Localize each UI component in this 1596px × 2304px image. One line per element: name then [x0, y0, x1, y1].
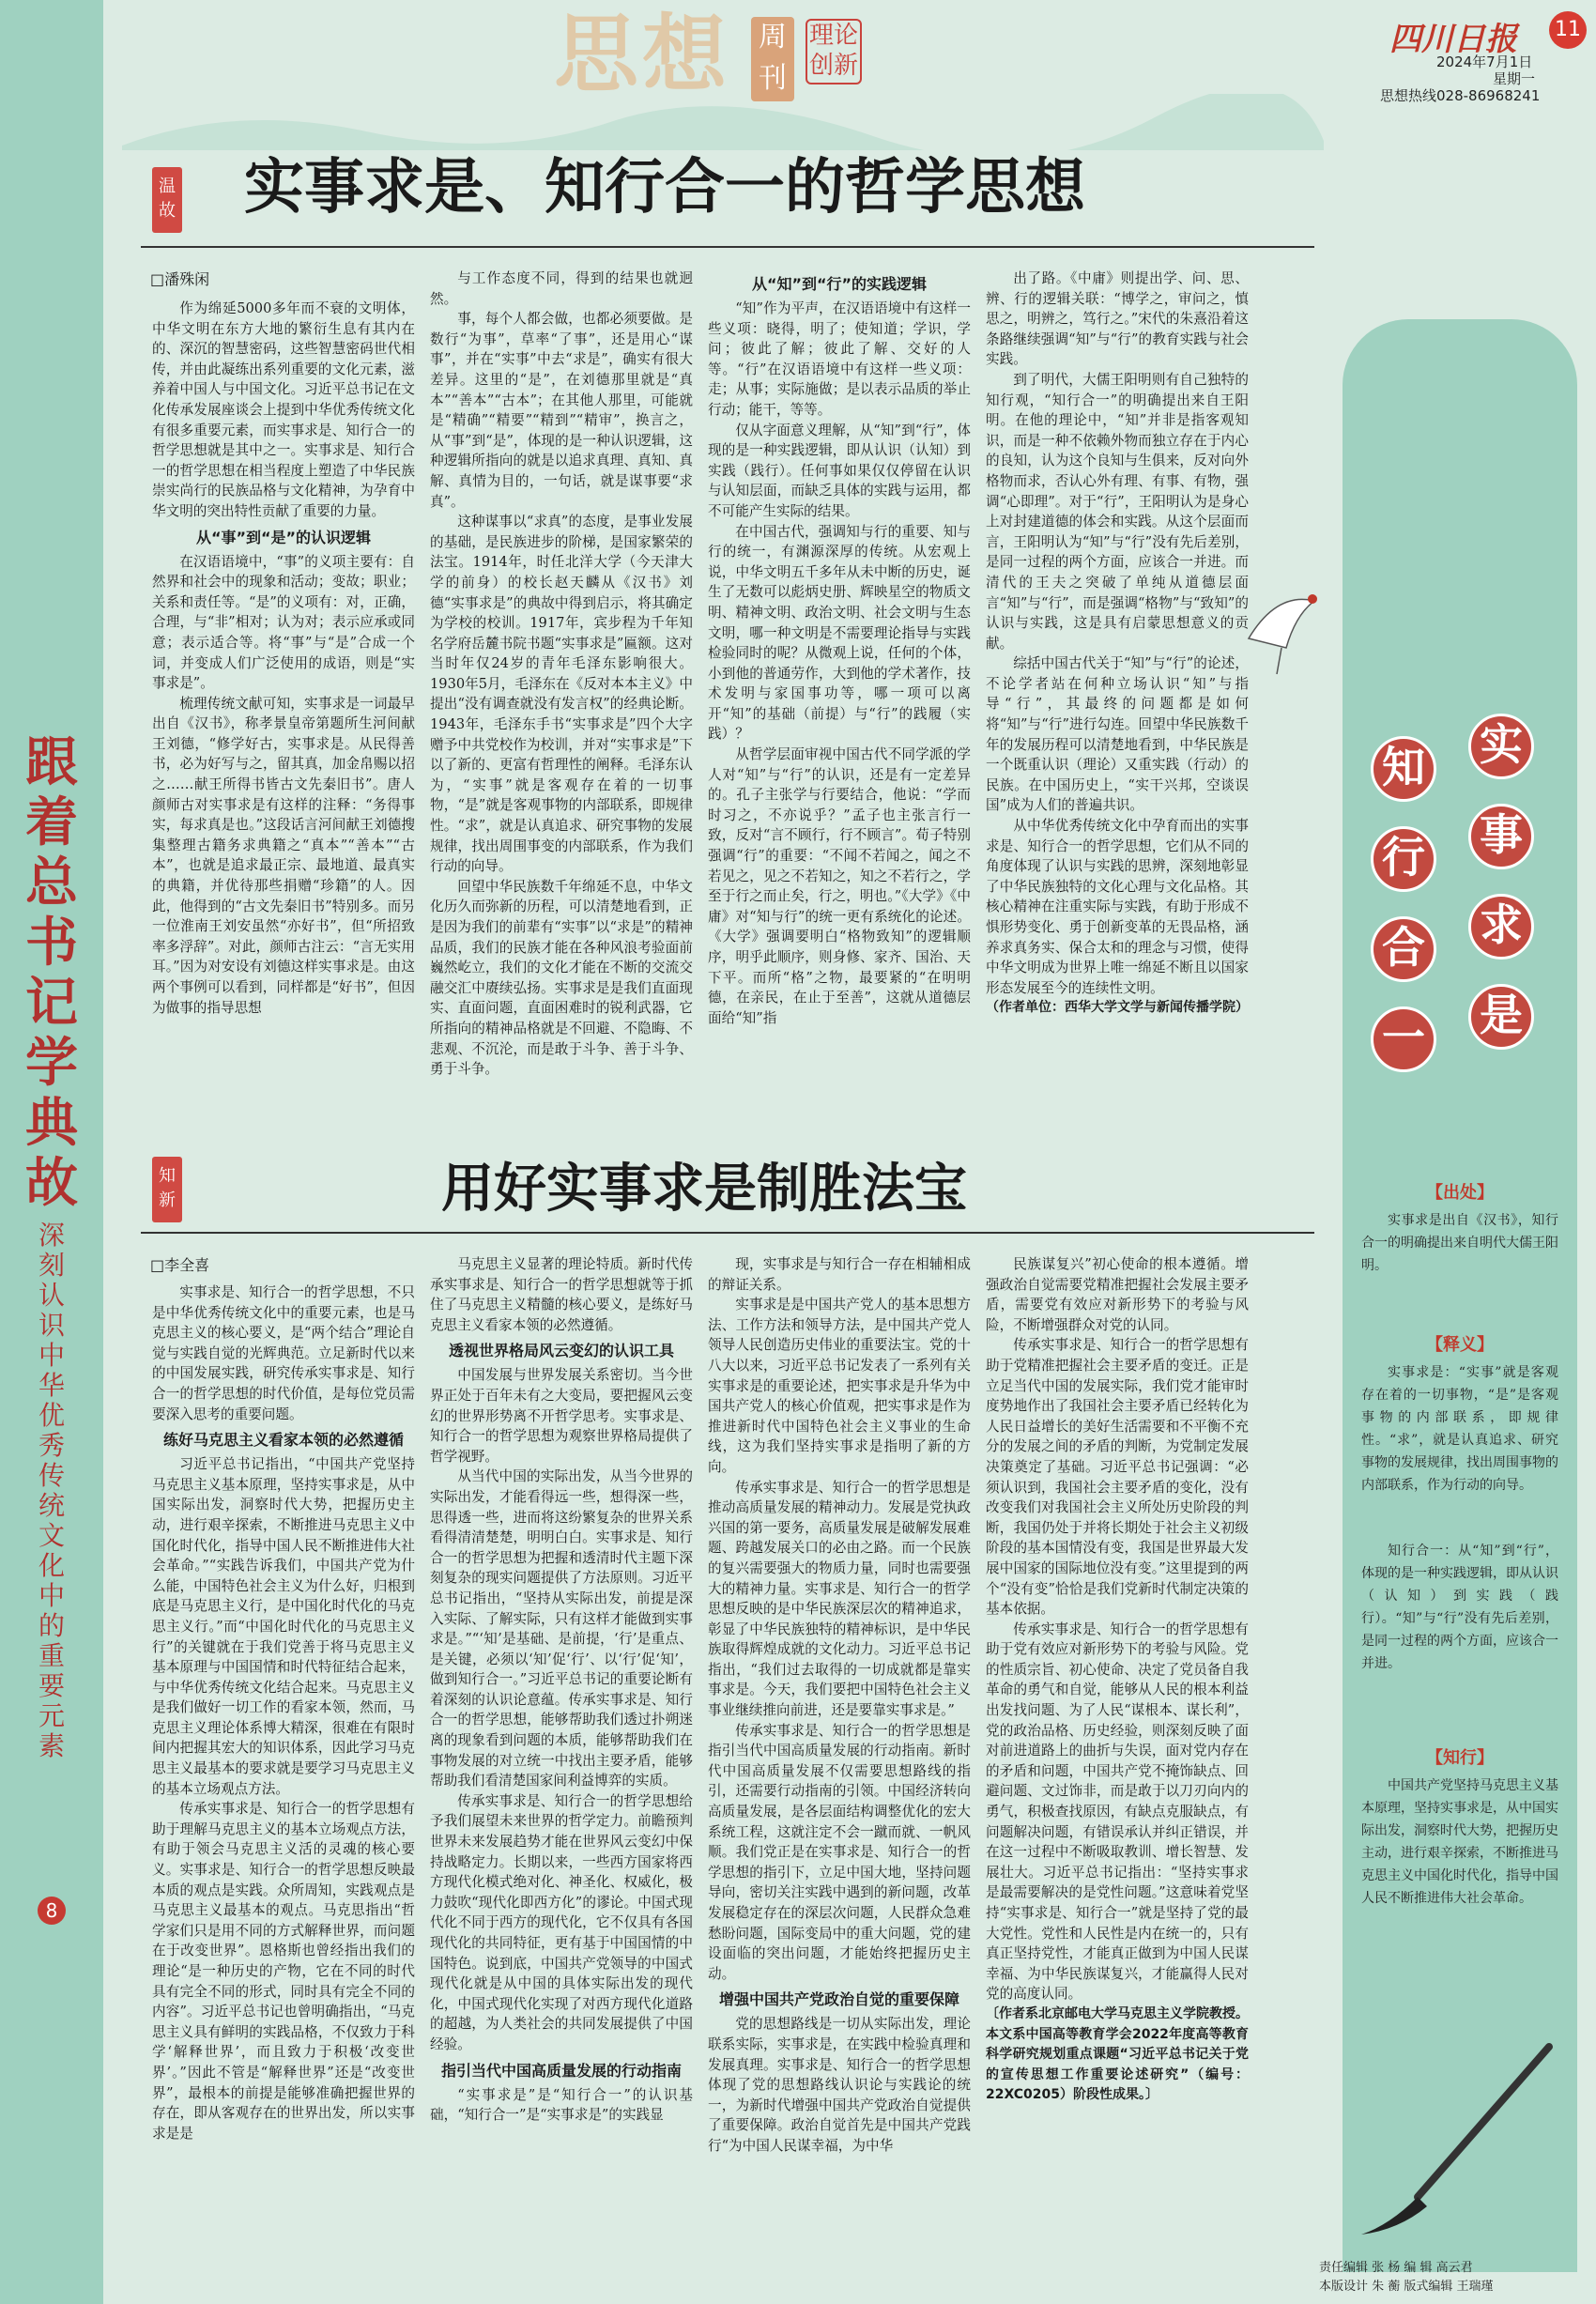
origin-text: 实事求是出自《汉书》，知行合一的明确提出来自明代大儒王阳明。	[1361, 1213, 1558, 1273]
paragraph: 出了路。《中庸》则提出学、问、思、辨、行的逻辑关联：“博学之，审问之，慎思之，明辨之，笃行之。”宋代的朱熹沿着这条路继续强调“知”与“行”的教育实践与社会实践。	[986, 270, 1249, 368]
section-heading: 从“知”到“行”的实践逻辑	[751, 275, 928, 293]
big-char: 事	[1468, 804, 1534, 869]
article1-column-4	[986, 269, 1249, 1115]
paragraph: 中国发展与世界发展关系密切。当今世界正处于百年未有之大变局，要把握风云变幻的世界形势离不开哲学思考。实事求是、知行合一的哲学思想为观察世界格局提供了哲学视野。	[430, 1367, 693, 1465]
series-number: 8	[38, 1897, 66, 1925]
article1-column-3	[708, 269, 971, 1115]
article2-title: 用好实事求是制胜法宝	[441, 1159, 967, 1220]
paragraph: 与工作态度不同，得到的结果也就迥然。	[430, 270, 693, 307]
paragraph: 党的思想路线是一切从实际出发，理论联系实际，实事求是，在实践中检验真理和发展真理。实事求是、知行合一的哲学思想体现了党的思想路线认识论与实践论的统一，为新时代增强中国共产党政治自觉提供了重要保障。政治自觉首先是中国共产党践行“为中国人民谋幸福，为中华	[708, 2016, 971, 2154]
origin-heading: 【出处】	[1426, 1183, 1494, 1203]
credits-line-1: 责任编辑 张 杨 编 辑 高云君	[1319, 2261, 1473, 2275]
article2-author: □李全喜	[150, 1256, 210, 1274]
article2-column-1	[152, 1283, 415, 2270]
paragraph: 习近平总书记指出，“中国共产党坚持马克思主义基本原理，坚持实事求是，从中国实际出发，洞察时代大势，把握历史主动，进行艰辛探索，不断推进马克思主义中国化时代化，指导中国人民不断推进伟大社会革命。”“实践告诉我们，中国共产党为什么能，中国特色社会主义为什么好，归根到底是马克思主义行，是中国化时代化的马克思主义行。”而“中国化时代化的马克思主义行”的关键就在于我们党善于将马克思主义基本原理与中国国情和时代特征结合起来，与中华优秀传统文化结合起来。马克思主义是我们做好一切工作的看家本领，然而，马克思主义理论体系博大精深，很难在有限时间内把握其宏大的知识体系，因此学习马克思主义最基本的要求就是要学习马克思主义的基本立场观点方法。	[152, 1456, 415, 1797]
page-number-badge: 11	[1549, 11, 1587, 49]
paragraph: 传承实事求是、知行合一的哲学思想给予我们展望未来世界的哲学定力。前瞻预判世界未来发展趋势才能在世界风云变幻中保持战略定力。长期以来，一些西方国家将西方现代化模式绝对化、神圣化、权威化，极力鼓吹“现代化即西方化”的谬论。中国式现代化不同于西方的现代化，它不仅具有各国现代化的共同特征，更有基于中国国情的中国特色。说到底，中国共产党领导的中国式现代化就是从中国的具体实际出发的现代化，中国式现代化实现了对西方现代化道路的超越，为人类社会的共同发展提供了中国经验。	[430, 1792, 693, 2052]
article2-column-3	[708, 1254, 971, 2270]
paragraph: 回望中华民族数千年绵延不息，中华文化历久而弥新的历程，可以清楚地看到，正是因为我们的前辈有“实事”以“求是”的精神品质，我们的民族才能在各种风浪考验面前巍然屹立，我们的文化才能在不断的交流交融交汇中赓续弘扬。实事求是是我们直面现实、直面问题，直面困难时的锐利武器，它所指向的精神品格就是不回避、不隐晦、不悲观、不沉沦，而是敢于斗争、善于斗争、勇于斗争。	[430, 878, 693, 1078]
paragraph: 传承实事求是、知行合一的哲学思想有助于党精准把握社会主要矛盾的变迁。正是立足当代中国的发展实际，我们党才能审时度势地作出了我国社会主要矛盾已经转化为人民日益增长的美好生活需要和不平衡不充分的发展之间的矛盾的判断，为党制定发展决策奠定了基础。习近平总书记强调：“必须认识到，我国社会主要矛盾的变化，没有改变我们对我国社会主义所处历史阶段的判断，我国仍处于并将长期处于社会主义初级阶段的基本国情没有变，我国是世界最大发展中国家的国际地位没有变。”这里提到的两个“没有变”恰恰是我们党新时代制定决策的基本依据。	[986, 1337, 1249, 1618]
mountain-decoration-icon	[122, 94, 1324, 150]
paragraph: 仅从字面意义理解，从“知”到“行”，体现的是一种实践逻辑，即从认识（认知）到实践（践行）。任何事如果仅仅停留在认识与认知层面，而缺乏具体的实践与运用，都不可能产生实际的结果。	[708, 422, 971, 519]
big-char: 知	[1371, 736, 1436, 802]
paragraph: 实事求是、知行合一的哲学思想，不只是中华优秀传统文化中的重要元素，也是马克思主义的核心要义，是“两个结合”理论自觉与实践自觉的光辉典范。立足新时代以来的中国发展实践，研究传承实事求是、知行合一的哲学思想的时代价值，是每位党员需要深入思考的重要问题。	[152, 1284, 415, 1422]
author-note: 〔作者系北京邮电大学马克思主义学院教授。本文系中国高等教育学会2022年度高等教育科学研究规划重点课题“习近平总书记关于党的宣传思想工作重要论述研究”（编号：22XC0205）阶段性成果。〕	[986, 2005, 1249, 2103]
big-char: 是	[1468, 984, 1534, 1050]
paragraph: 从哲学层面审视中国古代不同学派的学人对“知”与“行”的认识，还是有一定差异的。孔子主张学与行要结合，他说：“学而时习之，不亦说乎？”孟子也主张言行一致，反对“言不顾行，行不顾言”。荀子特别强调“行”的重要：“不闻不若闻之，闻之不若见之，见之不若知之，知之不若行之，学至于行之而止矣，行之，明也。”《大学》《中庸》对“知与行”的统一更有系统化的论述。《大学》强调要明白“格物致知”的逻辑顺序，明乎此顺序，则身修、家齐、国治、天下平。而所“格”之物，最要紧的“在明明德，在亲民，在止于至善”，这就从道德层面给“知”指	[708, 746, 971, 1026]
paragraph: 事，每个人都会做，也都必须要做。是数行“为事”，草率“了事”，还是用心“谋事”，并在“实事”中去“求是”，确实有很大差异。这里的“是”，在刘德那里就是“真本”“善本”“古本”；在其他人那里，可能就是“精确”“精要”“精到”“精审”，换言之，从“事”到“是”，体现的是一种认识逻辑，这种逻辑所指向的就是以追求真理、真知、真解、真情为目的，一句话，就是谋事要“求真”。	[430, 311, 693, 510]
credits-line-2: 本版设计 朱 蘅 版式编辑 王瑞瑾	[1319, 2280, 1494, 2294]
paragraph: 传承实事求是、知行合一的哲学思想是推动高质量发展的精神动力。发展是党执政兴国的第一要务，高质量发展是破解发展难题、跨越发展关口的必由之路。而一个民族的复兴需要强大的物质力量，同时也需要强大的精神力量。实事求是、知行合一的哲学思想反映的是中华民族深层次的精神追求，彰显了中华民族独特的精神标识，是中华民族取得辉煌成就的文化动力。习近平总书记指出，“我们过去取得的一切成就都是靠实事求是。今天，我们要把中国特色社会主义事业继续推向前进，还是要靠实事求是。”	[708, 1479, 971, 1719]
article2-column-2	[430, 1254, 693, 2270]
hotline: 思想热线028-86968241	[1380, 87, 1541, 104]
weekly-label: 周刊	[751, 17, 794, 101]
explain-heading: 【释义】	[1426, 1335, 1494, 1355]
paragraph: “知”作为平声，在汉语语境中有这样一些义项：晓得，明了；使知道；学识，学问；彼此了解；彼此了解、交好的人等。“行”在汉语语境中有这样一些义项：走；从事；实际施做；是以表示品质的举止行动；能干，等等。	[708, 300, 971, 418]
article2-tag: 知新	[152, 1157, 182, 1222]
paragraph: 民族谋复兴”初心使命的根本遵循。增强政治自觉需要党精准把握社会发展主要矛盾，需要党有效应对新形势下的考验与风险，不断增强群众对党的认同。	[986, 1256, 1249, 1333]
paragraph: 作为绵延5000多年而不衰的文明体，中华文明在东方大地的繁衍生息有其内在的、深沉的智慧密码，这些智慧密码世代相传，并由此凝练出系列重要的文化元素，滋养着中国人与中国文化。习近平总书记在文化传承发展座谈会上提到中华优秀传统文化有很多重要元素，而实事求是、知行合一的哲学思想就是其中之一。实事求是、知行合一的哲学思想在相当程度上塑造了中华民族崇实尚行的民族品格与文化精神，为孕育中华文明的突出特性贡献了重要的力量。	[152, 300, 415, 519]
big-char: 实	[1468, 714, 1534, 779]
section-heading: 透视世界格局风云变幻的认识工具	[448, 1342, 674, 1360]
article2-column-4	[986, 1254, 1249, 2270]
side-panel	[1343, 319, 1577, 2272]
paragraph: 综括中国古代关于“知”与“行”的论述，不论学者站在何种立场认识“知”与指导“行”，其最终的问题都是如何将“知”与“行”进行勾连。回望中华民族数千年的发展历程可以清楚地看到，中华民族是一个既重认识（理论）又重实践（行动）的民族。在中国历史上，“实干兴邦，空谈误国”成为人们的普遍共识。	[986, 655, 1249, 814]
article1-rule	[141, 246, 1314, 248]
newspaper-logo: 四川日报	[1389, 21, 1517, 58]
section-heading: 增强中国共产党政治自觉的重要保障	[718, 1990, 959, 2009]
paragraph: 这种谋事以“求真”的态度，是事业发展的基础，是民族进步的阶梯，是国家繁荣的法宝。1914年，时任北洋大学（今天津大学的前身）的校长赵天麟从《汉书》刘德“实事求是”的典故中得到启示，将其确定为学校的校训。1917年，宾步程为千年知名学府岳麓书院书题“实事求是”匾额。这对当时年仅24岁的青年毛泽东影响很大。1930年5月，毛泽东在《反对本本主义》中提出“没有调查就没有发言权”的经典论断。1943年，毛泽东手书“实事求是”四个大字赠予中共党校作为校训，并对“实事求是”下以了新的、更富有哲理性的阐释。毛泽东认为，“实事”就是客观存在着的一切事物，“是”就是客观事物的内部联系，即规律性。“求”，就是认真追求、研究事物的发展规律，找出周围事变的内部联系，作为我们行动的向导。	[430, 514, 693, 875]
paragraph: 实事求是是中国共产党人的基本思想方法、工作方法和领导方法，是中国共产党人领导人民创造历史伟业的重要法宝。党的十八大以来，习近平总书记发表了一系列有关实事求是的重要论述，把实事求是升华为中国共产党人的核心价值观，把实事求是作为推进新时代中国特色社会主义事业的生命线，这为我们坚持实事求是指明了新的方向。	[708, 1297, 971, 1475]
editor-credits	[1319, 2259, 1591, 2296]
section-heading: 从“事”到“是”的认识逻辑	[195, 528, 372, 546]
paragraph: 梳理传统文献可知，实事求是一词最早出自《汉书》，称孝景皇帝第题所生河间献王刘德，“修学好古，实事求是。从民得善书，必为好写与之，留其真，加金帛赐以招之……献王所得书皆古文先秦旧书”。唐人颜师古对实事求是有这样的注释：“务得事实，每求真是也。”这段话言河间献王刘德搜集整理古籍务求典籍之“真本”“善本”“古本”，也就是追求最正宗、最地道、最真实的典籍，并优待那些捐赠“珍籍”的人。因此，他得到的“古文先秦旧书”特别多。而另一位淮南王刘安虽然“亦好书”，但“所招致率多浮辞”。对此，颜师古注云：“言无实用耳。”因为对安设有刘德这样实事求是。由这两个事例可以看到，同样都是“好书”，但因为做事的指导思想	[152, 695, 415, 1016]
issue-date: 2024年7月1日	[1436, 54, 1533, 70]
paragraph: 传承实事求是、知行合一的哲学思想有助于理解马克思主义的基本立场观点方法，有助于领会马克思主义活的灵魂的核心要义。实事求是、知行合一的哲学思想反映最本质的观点是实践。众所周知，实践观点是马克思主义最基本的观点。马克思指出“哲学家们只是用不同的方式解释世界，而问题在于改变世界”。恩格斯也曾经指出我们的理论“是一种历史的产物，它在不同的时代具有完全不同的形式，同时具有完全不同的内容”。习近平总书记也曾明确指出，“马克思主义具有鲜明的实践品格，不仅致力于科学‘解释世界’，而且致力于积极‘改变世界’。”因此不管是“解释世界”还是“改变世界”，最根本的前提是能够准确把握世界的存在，即从客观存在的世界出发，所以实事求是是	[152, 1801, 415, 2142]
paragraph: 在汉语语境中，“事”的义项主要有：自然界和社会中的现象和活动；变故；职业；关系和责任等。“是”的义项有：对，正确，合理，与“非”相对；认为对；表示应承或同意；表示适合等。将“事”与“是”合成一个词，并变成人们广泛使用的成语，则是“实事求是”。	[152, 553, 415, 692]
big-char: 合	[1371, 916, 1436, 982]
left-column-strip	[0, 0, 103, 2304]
article2-rule	[141, 1232, 1314, 1234]
paragraph: 传承实事求是、知行合一的哲学思想有助于党有效应对新形势下的考验与风险。党的性质宗旨、初心使命、决定了党员备自我革命的勇气和自觉，能够从人民的根本利益出发找问题、为了人民“谋根本、谋长利”，党的政治品格、历史经验，则深刻反映了面对前进道路上的曲折与失误，面对党内存在的矛盾和问题，中国共产党不掩饰缺点、回避问题、文过饰非，而是敢于以刀刃向内的勇气，积极查找原因，有缺点克服缺点，有问题解决问题，有错误承认并纠正错误，并在这一过程中不断吸取教训、增长智慧、发展壮大。习近平总书记指出：“坚持实事求是最需要解决的是党性问题。”这意味着党坚持“实事求是、知行合一”就是坚持了党的最大党性。党性和人民性是内在统一的，只有真正坚持党性，才能真正做到为中国人民谋幸福、为中华民族谋复兴，才能赢得人民对党的高度认同。	[986, 1620, 1249, 2003]
article1-column-1	[152, 299, 415, 1115]
big-char: 行	[1371, 826, 1436, 892]
section-heading: 指引当代中国高质量发展的行动指南	[440, 2061, 682, 2080]
paragraph: 马克思主义显著的理论特质。新时代传承实事求是、知行合一的哲学思想就等于抓住了马克思主义精髓的核心要义，是练好马克思主义看家本领的必然遵循。	[430, 1256, 693, 1333]
explain-text-shishiqiushi: 实事求是：“实事”就是客观存在着的一切事物，“是”是客观事物的内部联系，即规律性。“求”，就是认真追求、研究事物的发展规律，找出周围事物的内部联系，作为行动的向导。	[1361, 1365, 1558, 1493]
paragraph: 现，实事求是与知行合一存在相辅相成的辩证关系。	[708, 1256, 971, 1293]
article1-tag: 温故	[152, 167, 182, 233]
big-character-grid	[1371, 714, 1549, 1089]
paragraph: 传承实事求是、知行合一的哲学思想是指引当代中国高质量发展的行动指南。新时代中国高质量发展不仅需要思想路线的指引，还需要行动指南的引领。中国经济转向高质量发展，是各层面结构调整优化的宏大系统工程，这就注定不会一蹴而就、一帆风顺。我们党正是在实事求是、知行合一的哲学思想的指引下，立足中国大地，坚持问题导向，密切关注实践中遇到的新问题，改革发展稳定存在的深层次问题，人民群众急难愁盼问题，国际变局中的重大问题，党的建设面临的突出问题，才能始终把握历史主动。	[708, 1722, 971, 1982]
big-char: 一	[1371, 1006, 1436, 1072]
paragraph: 从中华优秀传统文化中孕育而出的实事求是、知行合一的哲学思想，它们从不同的角度体现了认识与实践的思辨，深刻地彰显了中华民族独特的文化心理与文化品格。其核心精神在注重实际与实践，有助于形成不惧形势变化、勇于创新变革的无畏品格，涵养求真务实、保合太和的理念与习惯，使得中华文明成为世界上唯一绵延不断且以国家形态发展至今的连续性文明。	[986, 818, 1249, 996]
article1-title: 实事求是、知行合一的哲学思想	[244, 153, 1085, 223]
column-subtitle: 深刻认识中华优秀传统文化中的重要元素	[38, 1220, 65, 1761]
brush-illustration-icon	[1352, 2037, 1568, 2244]
section-heading: 练好马克思主义看家本领的必然遵循	[162, 1431, 404, 1450]
author-note: （作者单位：西华大学文学与新闻传播学院）	[986, 1000, 1249, 1016]
issue-weekday: 星期一	[1493, 70, 1536, 87]
practice-heading: 【知行】	[1426, 1748, 1494, 1768]
big-char: 求	[1468, 894, 1534, 960]
paragraph: 在中国古代，强调知与行的重要、知与行的统一，有渊源深厚的传统。从宏观上说，中华文明五千多年从未中断的历史，诞生了无数可以彪炳史册、辉映星空的物质文明、精神文明、政治文明、社会文明与生态文明，哪一种文明是不需要理论指导与实践检验同时的呢？从微观上说，任何的个体，小到他的普通劳作，大到他的学术著作，技术发明与家国事功等，哪一项可以离开“知”的基础（前提）与“行”的践履（实践）？	[708, 523, 971, 743]
article1-column-2	[430, 269, 693, 1115]
theory-stamp: 理论创新	[806, 19, 862, 84]
crane-illustration-icon	[1230, 563, 1343, 676]
paragraph: 到了明代，大儒王阳明则有自己独特的知行观，“知行合一”的明确提出来自王阳明。在他的理论中，“知”并非是指客观知识，而是一种不依赖外物而独立存在于内心的良知，认为这个良知与生俱来，反对向外格物而求，否认心外有理、有事、有物，强调“心即理”。对于“行”，王阳明认为是身心上对封建道德的体会和实践。从这个层面而言，王阳明认为“知”与“行”没有先后差别，是同一过程的两个方面，应该合一并进。而清代的王夫之突破了单纯从道德层面言“知”与“行”，而是强调“格物”与“致知”的认识与实践，这是具有启蒙思想意义的贡献。	[986, 371, 1249, 652]
explain-text-zhixingheyi: 知行合一：从“知”到“行”，体现的是一种实践逻辑，即从认识（认知）到实践（践行）。“知”与“行”没有先后差别，是同一过程的两个方面，应该合一并进。	[1361, 1544, 1558, 1671]
article1-author: □潘殊闲	[150, 270, 210, 288]
paragraph: “实事求是”是“知行合一”的认识基础，“知行合一”是“实事求是”的实践显	[430, 2086, 693, 2124]
paragraph: 从当代中国的实际出发，从当今世界的实际出发，才能看得远一些，想得深一些，思得透一些，进而将这纷繁复杂的世界关系看得清清楚楚，明明白白。实事求是、知行合一的哲学思想为把握和透清时代主题下深刻复杂的现实问题提供了方法原则。习近平总书记指出，“坚持从实际出发，前提是深入实际、了解实际，只有这样才能做到实事求是。”“‘知’是基础、是前提，‘行’是重点、是关键，必须以‘知’促‘行’、以‘行’促‘知’，做到知行合一。”习近平总书记的重要论断有着深刻的认识论意蕴。传承实事求是、知行合一的哲学思想，能够帮助我们透过扑朔迷离的现象看到问题的本质，能够帮助我们在事物发展的对立统一中找出主要矛盾，能够帮助我们看清楚国家间利益博弈的实质。	[430, 1468, 693, 1789]
section-title: 思想	[554, 5, 730, 104]
column-title: 跟着总书记学典故	[25, 731, 78, 1214]
practice-text: 中国共产党坚持马克思主义基本原理，坚持实事求是，从中国实际出发，洞察时代大势，把握历史主动，进行艰辛探索，不断推进马克思主义中国化时代化，指导中国人民不断推进伟大社会革命。	[1361, 1778, 1558, 1906]
